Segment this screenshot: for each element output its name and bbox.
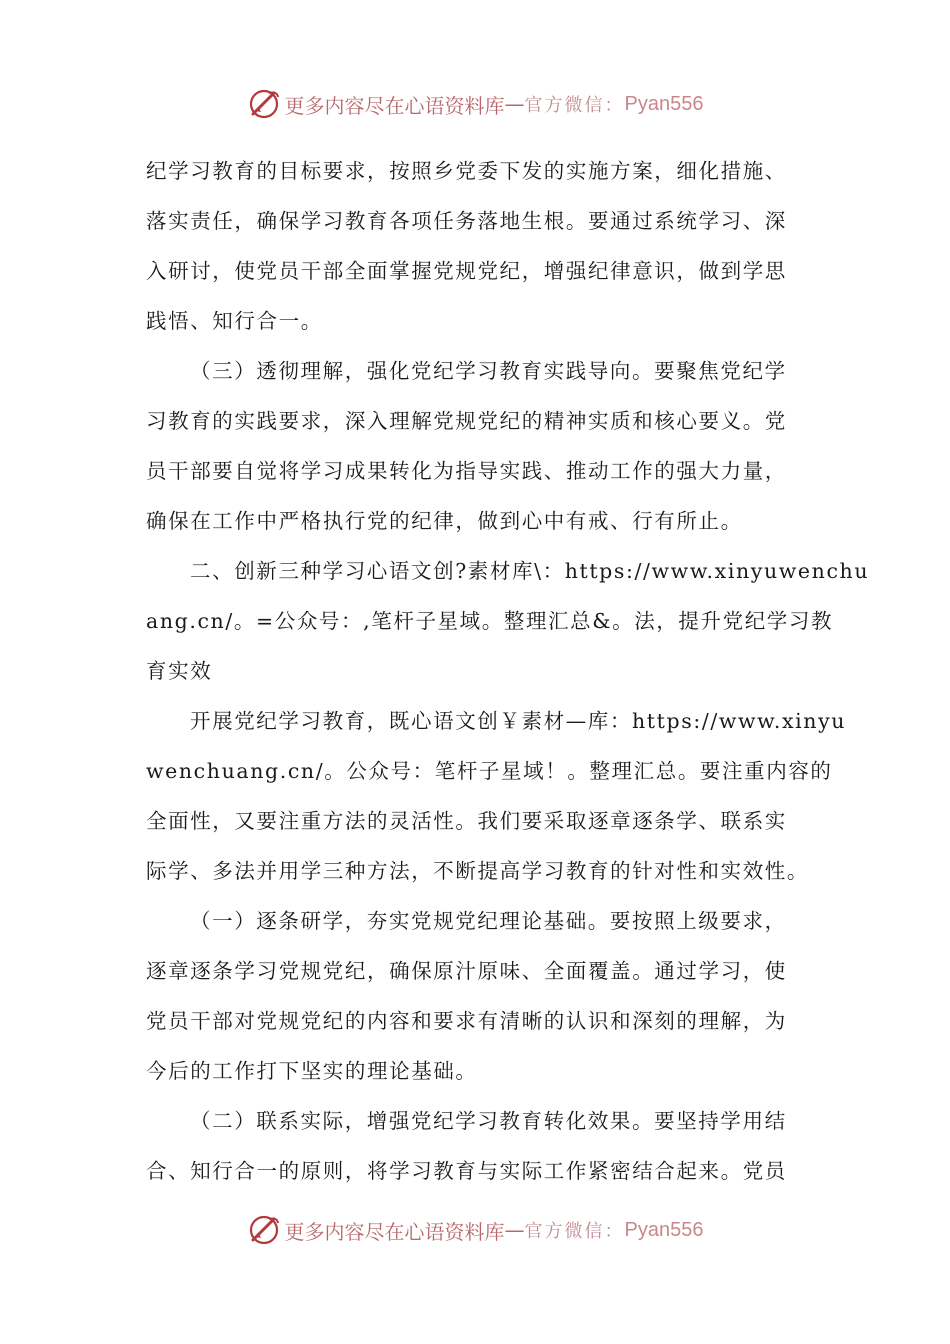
banner-main-text: 更多内容尽在心语资料库 [284,93,505,118]
body-line: 全面性，又要注重方法的灵活性。我们要采取逐章逐条学、联系实 [146,809,787,833]
body-line: 确保在工作中严格执行党的纪律，做到心中有戒、行有所止。 [146,509,743,533]
body-line: （二）联系实际，增强党纪学习教育转化效果。要坚持学用结 [190,1109,787,1133]
body-line: 开展党纪学习教育，既心语文创￥素材—库：https://www.xinyu [190,709,847,733]
section-heading-line: 育实效 [146,659,213,683]
pen-circle-logo-icon [247,1213,281,1247]
banner-wechat-id: Pyan556 [624,1218,704,1241]
section-heading-line: 二、创新三种学习心语文创?素材库\：https://www.xinyuwenchu [190,559,870,583]
body-line: （一）逐条研学，夯实党规党纪理论基础。要按照上级要求， [190,909,787,933]
footer-watermark-banner [0,1210,950,1250]
header-watermark-banner [0,84,950,124]
body-line: 入研讨，使党员干部全面掌握党规党纪，增强纪律意识，做到学思 [146,259,787,283]
banner-wechat-label: 官方微信： [524,1221,625,1242]
body-line: （三）透彻理解，强化党纪学习教育实践导向。要聚焦党纪学 [190,359,787,383]
body-line: wenchuang.cn/。公众号：笔杆子星域！。整理汇总。要注重内容的 [146,759,833,783]
pen-circle-logo-icon [247,87,281,121]
body-line: 今后的工作打下坚实的理论基础。 [146,1059,478,1083]
body-line: 逐章逐条学习党规党纪，确保原汁原味、全面覆盖。通过学习，使 [146,959,787,983]
banner-wechat-label: 官方微信： [524,95,625,116]
body-line: 践悟、知行合一。 [146,309,323,333]
body-line: 纪学习教育的目标要求，按照乡党委下发的实施方案，细化措施、 [146,159,787,183]
body-line: 习教育的实践要求，深入理解党规党纪的精神实质和核心要义。党 [146,409,787,433]
document-body [146,146,870,1196]
banner-main-text: 更多内容尽在心语资料库 [284,1219,505,1244]
banner-dash: — [504,1218,525,1242]
banner-wechat-id: Pyan556 [624,92,704,115]
banner-dash: — [504,92,525,116]
body-line: 党员干部对党规党纪的内容和要求有清晰的认识和深刻的理解，为 [146,1009,787,1033]
body-line: 合、知行合一的原则，将学习教育与实际工作紧密结合起来。党员 [146,1159,787,1183]
section-heading-line: ang.cn/。=公众号：,笔杆子星域。整理汇总&。法，提升党纪学习教 [146,609,834,633]
body-line: 落实责任，确保学习教育各项任务落地生根。要通过系统学习、深 [146,209,787,233]
body-line: 际学、多法并用学三种方法，不断提高学习教育的针对性和实效性。 [146,859,809,883]
body-line: 员干部要自觉将学习成果转化为指导实践、推动工作的强大力量， [146,459,787,483]
